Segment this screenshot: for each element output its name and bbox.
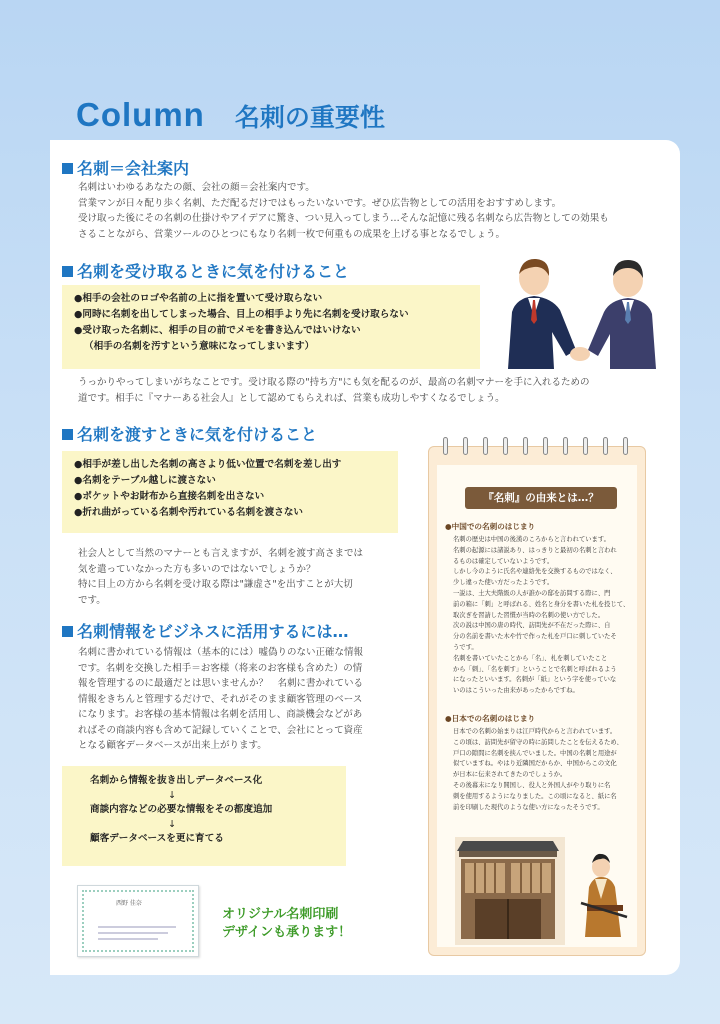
flow-step-1: 名刺から情報を抜き出しデータベース化 xyxy=(90,775,263,786)
origin-notebook-panel xyxy=(428,446,646,956)
page-title xyxy=(76,96,385,134)
square-bullet-icon xyxy=(62,429,73,440)
giving-tips-box: ●相手が差し出した名刺の高さより低い位置で名刺を差し出す ●名刺をテーブル越しに渡さない ●ポケットやお財布から直接名刺を出さない ●折れ曲がっている名刺や汚れている名刺を渡さない xyxy=(62,451,398,533)
title-english: Column xyxy=(76,96,205,133)
ring-icon xyxy=(463,437,468,455)
section-heading-giving: 名刺を渡すときに気を付けること xyxy=(62,422,317,445)
flow-step-2: 商談内容などの必要な情報をその都度追加 xyxy=(90,804,273,815)
section4-body: 名刺に書かれている情報は（基本的には）嘘偽りのない正確な情報 です。名刺を交換した相手＝お客様（将来のお客様も含めた）の情 報を管理するのに最適だとは思いませんか？ 名刺に書かれている 情報をきちんと管理するだけで、それがそのまま顧客管理のベース になります。お客様の基本情報は名刺を活用し、商談機会などがあ ればその商談内容も含めて記録していくことで、会社にとって資産 となる顧客データベースが出来上がります。 xyxy=(78,647,364,751)
section3-body: 社会人として当然のマナーとも言えますが、名刺を渡す高さまでは 気を遣っていなかった方も多いのではないでしょうか？ 特に目上の方から名刺を受け取る際は"謙虚さ"を出すことが大切 です。 xyxy=(78,548,364,606)
flow-step-3: 顧客データベースを更に育てる xyxy=(90,833,224,844)
down-arrow-icon: ↓ xyxy=(168,789,177,801)
ring-icon xyxy=(583,437,588,455)
notebook-title: 『名刺』の由来とは…？ xyxy=(465,487,617,509)
section-heading-business-use: 名刺情報をビジネスに活用するには… xyxy=(62,619,349,642)
sample-business-card xyxy=(77,885,199,957)
ring-icon xyxy=(483,437,488,455)
title-japanese: 名刺の重要性 xyxy=(234,103,385,132)
section1-body: 名刺はいわゆるあなたの顔、会社の顔＝会社案内です。 営業マンが日々配り歩く名刺、ただ配るだけではもったいないです。ぜひ広告物としての活用をおすすめします。 受け取った後にその名刺の仕掛けやアイデアに驚き、つい見入ってしまう…そんな記憶に残る名刺なら広告物としての効果も さることながら、営業ツールのひとつにもなり名刺一枚で何重もの成果を上げる事となるでしょう。 xyxy=(78,182,609,240)
ring-icon xyxy=(503,437,508,455)
square-bullet-icon xyxy=(62,266,73,277)
japan-origin-heading: ●日本での名刺のはじまり xyxy=(445,714,536,723)
ring-icon xyxy=(443,437,448,455)
edo-period-illustration xyxy=(455,837,635,947)
square-bullet-icon xyxy=(62,163,73,174)
database-flow-box xyxy=(62,766,346,866)
square-bullet-icon xyxy=(62,626,73,637)
ring-icon xyxy=(523,437,528,455)
down-arrow-icon: ↓ xyxy=(168,818,177,830)
ring-icon xyxy=(603,437,608,455)
section-heading-receiving: 名刺を受け取るときに気を付けること xyxy=(62,259,349,282)
china-origin-text: 名刺の歴史は中国の後漢のころからと言われています。 名刺の起源には諸説あり、はっきりと最初の名刺と言われ るものは確定していないようです。 しかし今のように氏名や連絡先を交換するものではなく、 少し違った使い方だったようです。 一説は、土大夫階級の人が誰かの邸を訪問する際に、門 前の箱に「刺」と呼ばれる、姓名と身分を書いた札を投じて、 取次ぎを習請した習慣が当時の名刺の使い方でした。 次の説は中国の唐の時代、訪問先が不在だった際に、自 分の名前を書いた木や竹で作った札を戸口に刺していたそ うです。 名刺を書いていたことから「名」、札を刺していたこと から「刺」、「名を刺す」ということで名刺と呼ばれるよう になったといいます。名刺が「紙」という字を使っていな いのはこういった由来があったからですね。 xyxy=(453,536,630,695)
ring-icon xyxy=(563,437,568,455)
receiving-tips-box: ●相手の会社のロゴや名前の上に指を置いて受け取らない ●同時に名刺を出してしまった場合、目上の相手より先に名刺を受け取らない ●受け取った名刺に、相手の目の前でメモを書き込んではいけない （相手の名刺を汚すという意味になってしまいます） xyxy=(62,285,480,369)
handshake-illustration xyxy=(500,254,660,374)
section2-body: うっかりやってしまいがちなことです。受け取る際の"持ち方"にも気を配るのが、最高の名刺マナーを手に入れるための 道です。相手に『マナーある社会人』として認めてもらえれば、営業も成功しやすくなるでしょう。 xyxy=(78,377,590,404)
promo-text: オリジナル名刺印刷 デザインも承ります！ xyxy=(222,907,352,940)
japan-origin-text: 日本での名刺の始まりは江戸時代からと言われています。 この頃は、訪問先が留守の時に訪問したことを伝えるため、 戸口の隙間に名刺を挟んでいました。中国の名刺と用途が 似ていますね。やはり近隣国だからか、中国からこの文化 が日本に伝来されてきたのでしょうか。 その後幕末になり開国し、役人と外国人がやり取りに名 刺を使用するようになりました。この頃になると、紙に名 前を印刷した現代のような使い方になったそうです。 xyxy=(453,728,623,811)
section-heading-business-card-company: 名刺＝会社案内 xyxy=(62,156,189,179)
sample-card-name: 西野 佳奈 xyxy=(116,900,142,907)
china-origin-heading: ●中国での名刺のはじまり xyxy=(445,522,536,531)
ring-icon xyxy=(543,437,548,455)
ring-icon xyxy=(623,437,628,455)
